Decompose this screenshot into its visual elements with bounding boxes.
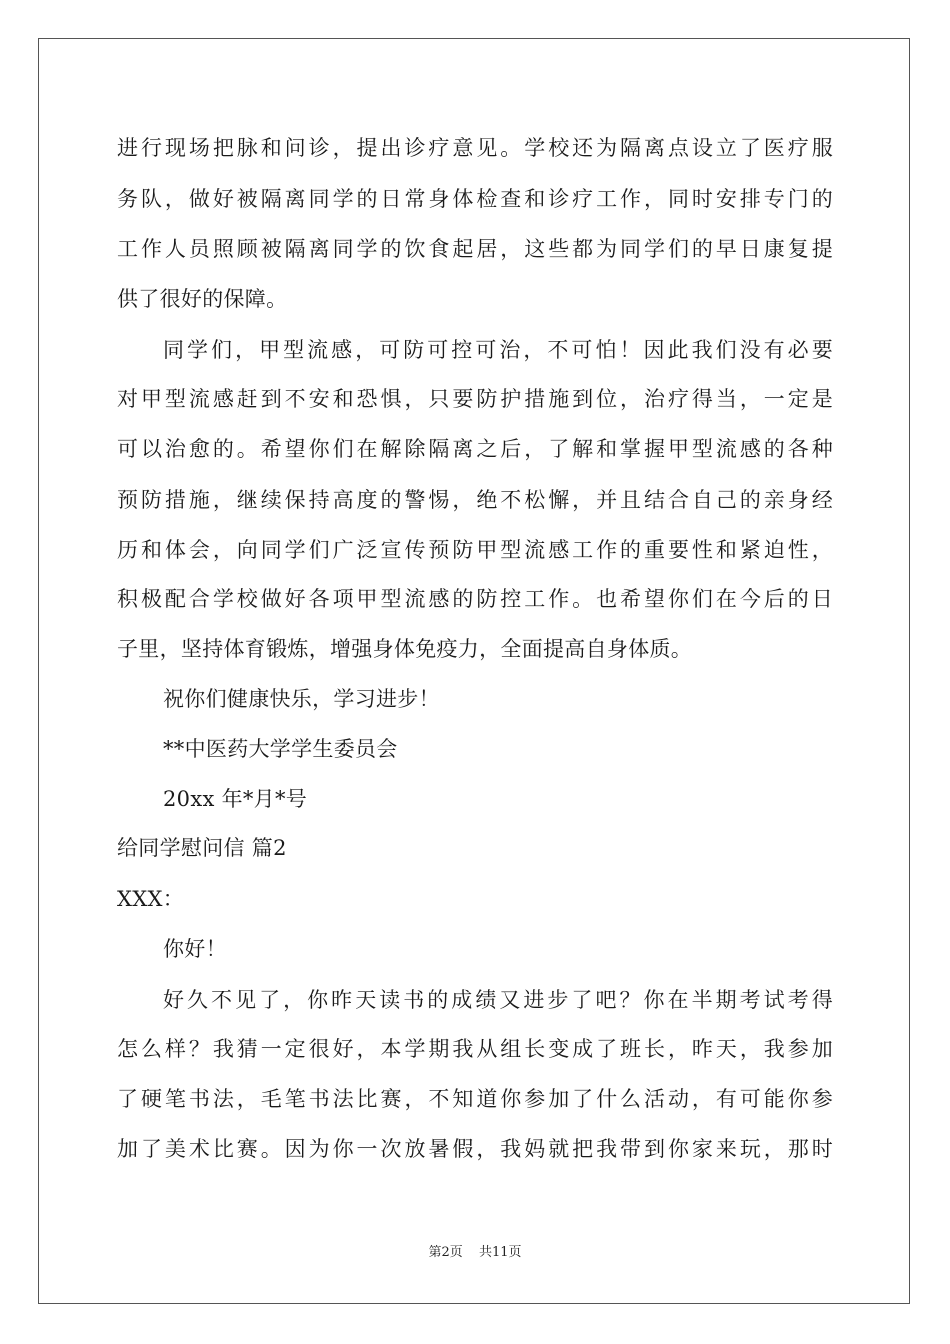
paragraph-line: 同学们，甲型流感，可防可控可治，不可怕！因此我们没有必要 bbox=[163, 338, 833, 362]
paragraph-line: 务队，做好被隔离同学的日常身体检查和诊疗工作，同时安排专门的 bbox=[117, 187, 833, 211]
page-border bbox=[38, 38, 910, 1304]
paragraph-line: 子里，坚持体育锻炼，增强身体免疫力，全面提高自身体质。 bbox=[117, 637, 693, 661]
paragraph-line: 历和体会，向同学们广泛宣传预防甲型流感工作的重要性和紧迫性， bbox=[117, 538, 833, 562]
paragraph-line: 进行现场把脉和问诊，提出诊疗意见。学校还为隔离点设立了医疗服 bbox=[117, 136, 833, 160]
paragraph-line: 供了很好的保障。 bbox=[117, 287, 288, 311]
greeting: 你好！ bbox=[163, 937, 227, 961]
signature-date: 20xx 年*月*号 bbox=[163, 787, 308, 811]
page-total: 共11页 bbox=[478, 1245, 522, 1260]
paragraph-line: 了硬笔书法，毛笔书法比赛，不知道你参加了什么活动，有可能你参 bbox=[117, 1087, 833, 1111]
section-title: 给同学慰问信 篇2 bbox=[117, 836, 287, 860]
paragraph-line: 工作人员照顾被隔离同学的饮食起居，这些都为同学们的早日康复提 bbox=[117, 237, 833, 261]
closing-wish: 祝你们健康快乐，学习进步！ bbox=[163, 687, 440, 711]
paragraph-line: 怎么样？我猜一定很好，本学期我从组长变成了班长，昨天，我参加 bbox=[117, 1037, 833, 1061]
paragraph-line: 预防措施，继续保持高度的警惕，绝不松懈，并且结合自己的亲身经 bbox=[117, 488, 833, 512]
paragraph-line: 对甲型流感赶到不安和恐惧，只要防护措施到位，治疗得当，一定是 bbox=[117, 387, 833, 411]
paragraph-line: 可以治愈的。希望你们在解除隔离之后，了解和掌握甲型流感的各种 bbox=[117, 437, 833, 461]
page-number: 第2页 bbox=[428, 1245, 463, 1260]
paragraph-line: 积极配合学校做好各项甲型流感的防控工作。也希望你们在今后的日 bbox=[117, 587, 833, 611]
page-footer bbox=[0, 1244, 950, 1262]
signature-organization: **中医药大学学生委员会 bbox=[163, 737, 398, 761]
paragraph-line: 好久不见了，你昨天读书的成绩又进步了吧？你在半期考试考得 bbox=[163, 988, 833, 1012]
salutation: XXX： bbox=[117, 887, 185, 911]
paragraph-line: 加了美术比赛。因为你一次放暑假，我妈就把我带到你家来玩，那时 bbox=[117, 1137, 833, 1161]
